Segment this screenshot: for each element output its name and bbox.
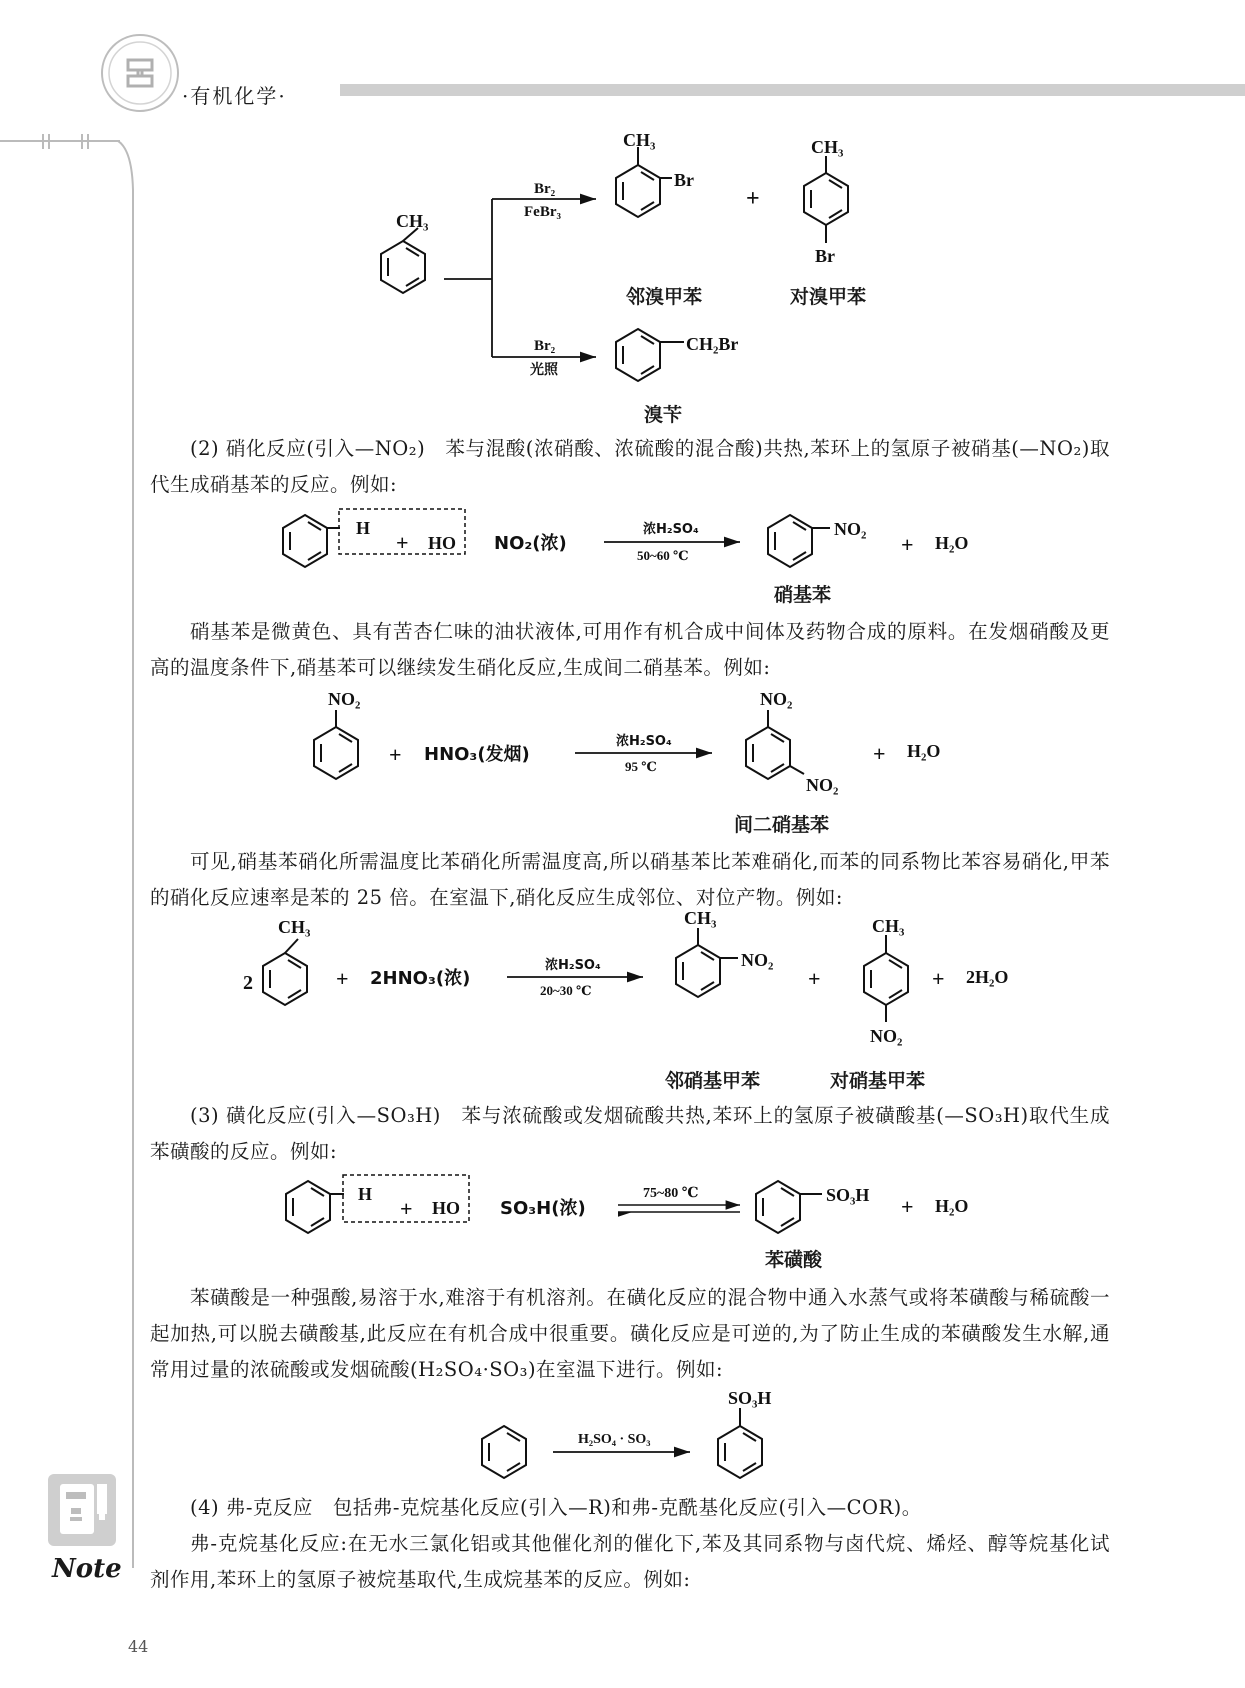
sulfonation-h2o: H₂O: [935, 1196, 969, 1216]
toluene-nitration-h2o: 2H₂O: [966, 967, 1009, 987]
label-m-dinitrobenzene: 间二硝基苯: [734, 814, 830, 836]
toluene-nitration-plus-2: +: [808, 966, 821, 991]
reagent-bottom-1: Br₂: [534, 338, 556, 354]
p-nitrotoluene-no2: NO₂: [870, 1026, 903, 1046]
label-benzyl-bromide: 溴苄: [644, 404, 683, 426]
plus-1: +: [746, 186, 760, 212]
reagent-bottom-2: 光照: [530, 362, 558, 378]
note-label: Note: [52, 1554, 122, 1584]
sulfonation-reagent: SO₃H(浓): [500, 1198, 586, 1219]
paragraph-sulfonation-intro: (3) 磺化反应(引入—SO₃H) 苯与浓硫酸或发烟硫酸共热,苯环上的氢原子被磺酸基(—SO₃H)取代生成苯磺酸的反应。例如:: [150, 1104, 1110, 1163]
oleum-cond: H₂SO₄ · SO₃: [578, 1432, 651, 1447]
dinitration-plus-2: +: [873, 741, 886, 766]
label-p-nitrotoluene: 对硝基甲苯: [830, 1070, 926, 1092]
benzene-oleum-structure: [482, 1426, 526, 1478]
nitrobenzene-no2: NO₂: [834, 519, 867, 539]
nitration-no2-conc: NO₂(浓): [494, 533, 567, 554]
p-nitrotoluene-ch3: CH₃: [872, 916, 905, 936]
m-dinitrobenzene-no2-bottom: NO₂: [806, 775, 839, 795]
toluene-nitration-plus-1: +: [336, 966, 349, 991]
paragraph-sulfonation-detail: 苯磺酸是一种强酸,易溶于水,难溶于有机溶剂。在磺化反应的混合物中通入水蒸气或将苯磺酸与稀硫酸一起加热,可以脱去磺酸基,此反应在有机合成中很重要。磺化反应是可逆的,为了防止生成的苯磺酸发生水解,通常用过量的浓硫酸或发烟硫酸(H₂SO₄·SO₃)在室温下进行。例如:: [150, 1286, 1110, 1381]
paragraph-nitration-rate: 可见,硝基苯硝化所需温度比苯硝化所需温度高,所以硝基苯比苯难硝化,而苯的同系物比苯容易硝化,甲苯的硝化反应速率是苯的 25 倍。在室温下,硝化反应生成邻位、对位产物。例如:: [150, 850, 1110, 909]
dinitration-cond-top: 浓H₂SO₄: [616, 734, 672, 749]
toluene-nitration-plus-3: +: [932, 966, 945, 991]
page-number: 44: [128, 1637, 149, 1656]
toluene-ch3: CH₃: [396, 211, 429, 231]
paragraph-fc-alkylation: 弗-克烷基化反应:在无水三氯化铝或其他催化剂的催化下,苯及其同系物与卤代烷、烯烃、醇等烷基化试剂作用,苯环上的氢原子被烷基取代,生成烷基苯的反应。例如:: [150, 1532, 1110, 1591]
dinitration-cond-bottom: 95 ℃: [625, 759, 657, 774]
nitration-plus-1: +: [396, 530, 409, 555]
sulfonation-cond: 75~80 ℃: [643, 1186, 699, 1201]
reagent-top-1: Br₂: [534, 181, 556, 197]
o-nitrotoluene-ch3: CH₃: [684, 908, 717, 928]
label-o-bromotoluene: 邻溴甲苯: [626, 286, 703, 308]
o-nitrotoluene-no2: NO₂: [741, 950, 774, 970]
nitration-ho: HO: [428, 533, 457, 553]
o-bromotoluene-br: Br: [674, 170, 694, 190]
toluene-reactant-ch3: CH₃: [278, 917, 311, 937]
label-benzenesulfonic-acid: 苯磺酸: [765, 1249, 823, 1271]
sulfonation-plus-1: +: [400, 1196, 413, 1221]
p-bromotoluene-br: Br: [815, 246, 835, 266]
label-nitrobenzene: 硝基苯: [774, 584, 832, 606]
toluene-nitration-cond-top: 浓H₂SO₄: [545, 958, 601, 973]
dinitration-h2o: H₂O: [907, 741, 941, 761]
oleum-so3h: SO₃H: [728, 1388, 772, 1408]
dinitration-reactant-no2: NO₂: [328, 689, 361, 709]
dinitration-reagent: HNO₃(发烟): [424, 744, 530, 765]
sulfonation-h: H: [358, 1184, 373, 1204]
nitration-cond-top: 浓H₂SO₄: [643, 522, 699, 537]
sulfonation-plus-2: +: [901, 1194, 914, 1219]
nitration-h2o: H₂O: [935, 533, 969, 553]
benzyl-bromide-ch2br: CH₂Br: [686, 334, 739, 354]
paragraph-nitration-intro: (2) 硝化反应(引入—NO₂) 苯与混酸(浓硝酸、浓硫酸的混合酸)共热,苯环上的氢原子被硝基(—NO₂)取代生成硝基苯的反应。例如:: [150, 437, 1110, 496]
paragraph-fc-intro: (4) 弗-克反应 包括弗-克烷基化反应(引入—R)和弗-克酰基化反应(引入—COR)。: [190, 1496, 922, 1519]
toluene-nitration-reagent: 2HNO₃(浓): [370, 968, 471, 989]
o-bromotoluene-ch3: CH₃: [623, 130, 656, 150]
nitration-h: H: [356, 518, 371, 538]
p-bromotoluene-ch3: CH₃: [811, 137, 844, 157]
nitration-plus-2: +: [901, 532, 914, 557]
nitration-cond-bottom: 50~60 ℃: [637, 548, 689, 563]
dinitration-plus-1: +: [389, 742, 402, 767]
reagent-top-2: FeBr₃: [524, 204, 561, 220]
header-title: ·有机化学·: [182, 84, 287, 108]
benzenesulfonic-so3h: SO₃H: [826, 1185, 870, 1205]
toluene-coef: 2: [243, 972, 253, 994]
toluene-nitration-cond-bottom: 20~30 ℃: [540, 983, 592, 998]
label-p-bromotoluene: 对溴甲苯: [790, 286, 867, 308]
benzenesulfonic-oleum-structure: [718, 1408, 762, 1478]
m-dinitrobenzene-no2-top: NO₂: [760, 689, 793, 709]
sulfonation-ho: HO: [432, 1198, 461, 1218]
paragraph-nitrobenzene: 硝基苯是微黄色、具有苦杏仁味的油状液体,可用作有机合成中间体及药物合成的原料。在发烟硝酸及更高的温度条件下,硝基苯可以继续发生硝化反应,生成间二硝基苯。例如:: [150, 620, 1110, 679]
label-o-nitrotoluene: 邻硝基甲苯: [665, 1070, 761, 1092]
